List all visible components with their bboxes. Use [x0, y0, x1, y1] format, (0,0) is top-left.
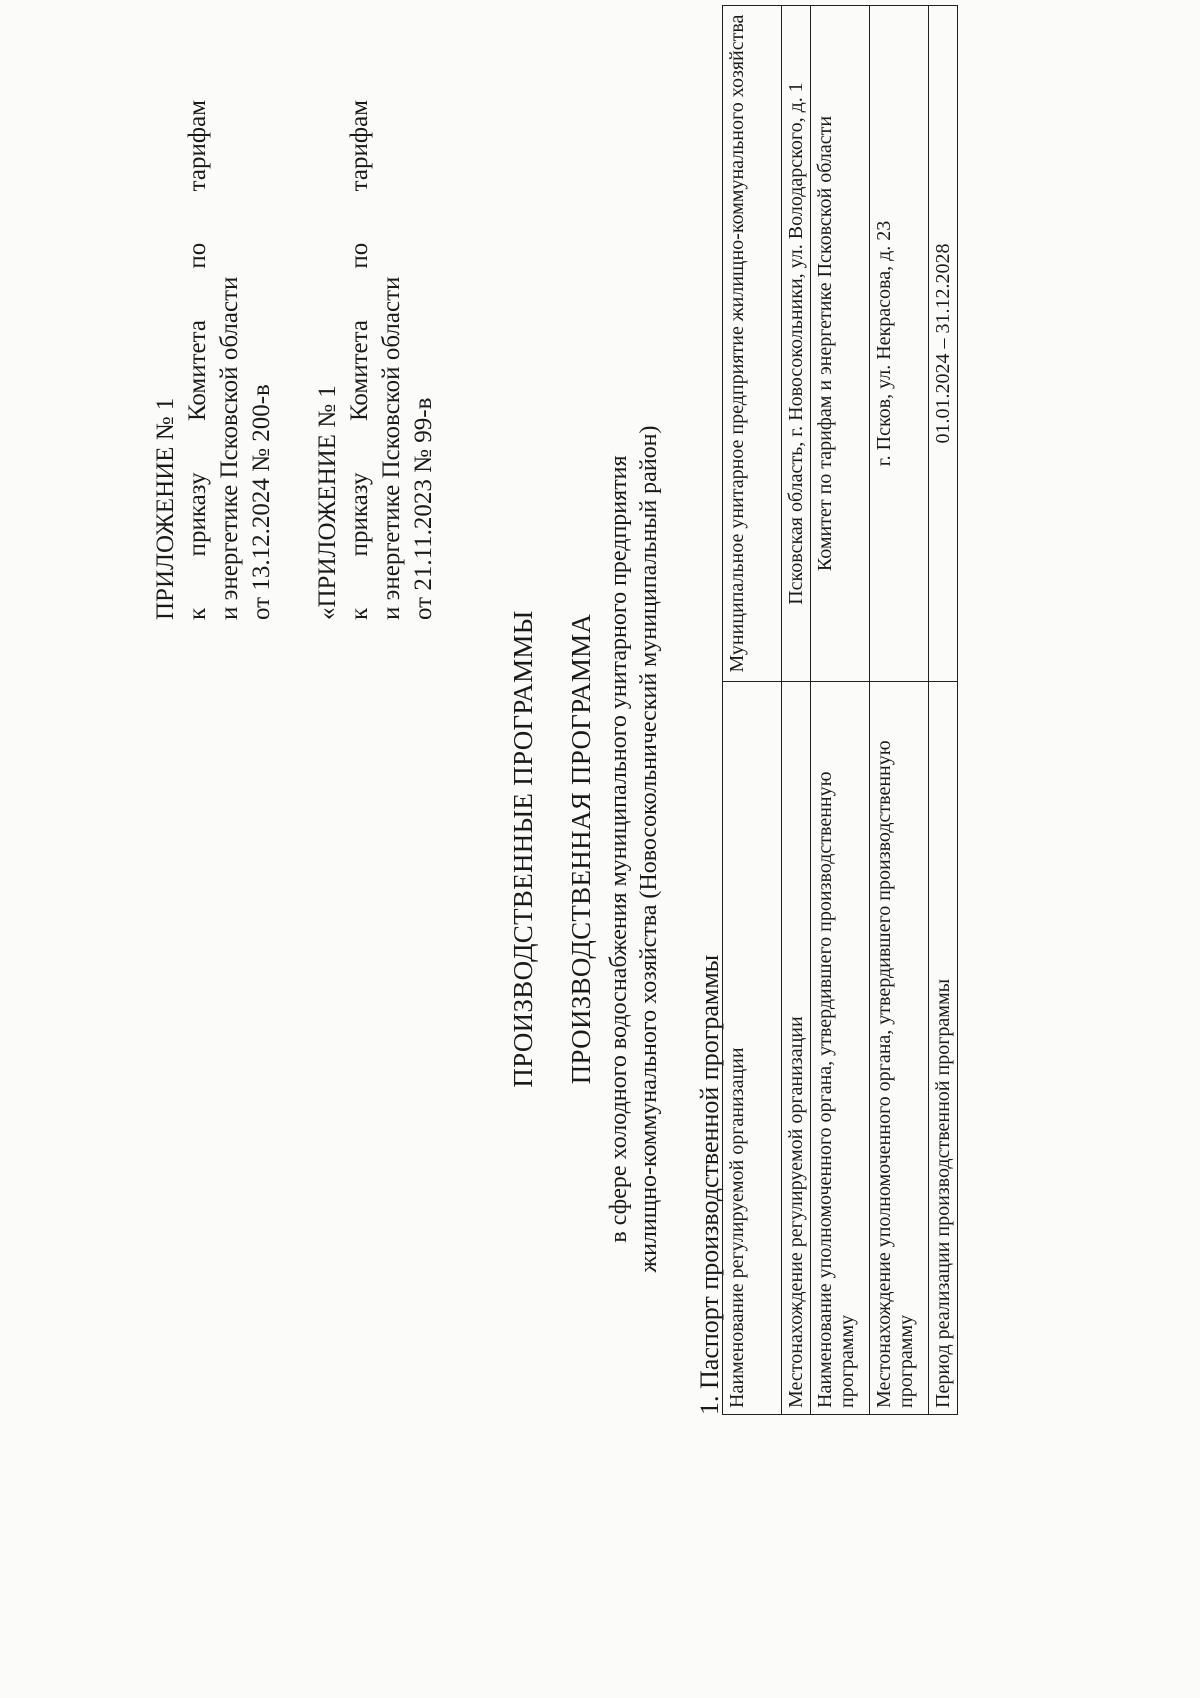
word: по — [184, 242, 211, 269]
section-heading: 1. Паспорт производственной программы — [695, 954, 724, 1415]
appendix-committee-line: и энергетике Псковской области — [216, 276, 243, 620]
appendix-date-line: от 13.12.2024 № 200-в — [248, 384, 275, 620]
word: по — [346, 242, 373, 269]
word: приказу — [184, 472, 211, 557]
word: приказу — [346, 472, 373, 557]
table-row — [811, 6, 870, 1415]
appendix-order-line — [344, 100, 376, 620]
row-value: Псковская область, г. Новосокольники, ул. Володарского, д. 1 — [782, 6, 811, 682]
table-row — [870, 6, 929, 1415]
word: тарифам — [184, 100, 211, 192]
appendix-committee-line: и энергетике Псковской области — [378, 276, 405, 620]
word: Комитета — [346, 320, 373, 422]
row-value: 01.01.2024 – 31.12.2028 — [929, 6, 958, 682]
row-label: Местонахождение уполномоченного органа, утвердившего производственную программу — [870, 682, 929, 1415]
appendix-order-line — [182, 100, 214, 620]
appendix-title: «ПРИЛОЖЕНИЕ № 1 — [314, 385, 341, 620]
description-line: жилищно-коммунального хозяйства (Новосокольнический муниципальный район) — [636, 425, 662, 1273]
row-label: Наименование уполномоченного органа, утвердившего производственную программу — [811, 682, 870, 1415]
row-value: г. Псков, ул. Некрасова, д. 23 — [870, 6, 929, 682]
word: тарифам — [346, 100, 373, 192]
word: к — [346, 607, 373, 620]
row-label: Местонахождение регулируемой организации — [782, 682, 811, 1415]
table-row — [782, 6, 811, 1415]
main-title: ПРОИЗВОДСТВЕННЫЕ ПРОГРАММЫ — [508, 610, 538, 1088]
row-label: Период реализации производственной программы — [929, 682, 958, 1415]
table-row — [723, 6, 782, 1415]
appendix-block-current — [150, 100, 278, 620]
description-line: в сфере холодного водоснабжения муниципального унитарного предприятия — [606, 455, 632, 1243]
passport-table — [722, 5, 958, 1415]
program-description — [604, 349, 664, 1349]
word: Комитета — [184, 320, 211, 422]
row-label: Наименование регулируемой организации — [723, 682, 782, 1415]
program-title: ПРОИЗВОДСТВЕННАЯ ПРОГРАММА — [566, 613, 596, 1085]
appendix-block-previous — [312, 100, 440, 620]
row-value: Комитет по тарифам и энергетике Псковской области — [811, 6, 870, 682]
appendix-date-line: от 21.11.2023 № 99-в — [410, 397, 437, 620]
table-row — [929, 6, 958, 1415]
word: к — [184, 607, 211, 620]
appendix-title: ПРИЛОЖЕНИЕ № 1 — [152, 397, 179, 620]
row-value: Муниципальное унитарное предприятие жилищно-коммунального хозяйства — [723, 6, 782, 682]
